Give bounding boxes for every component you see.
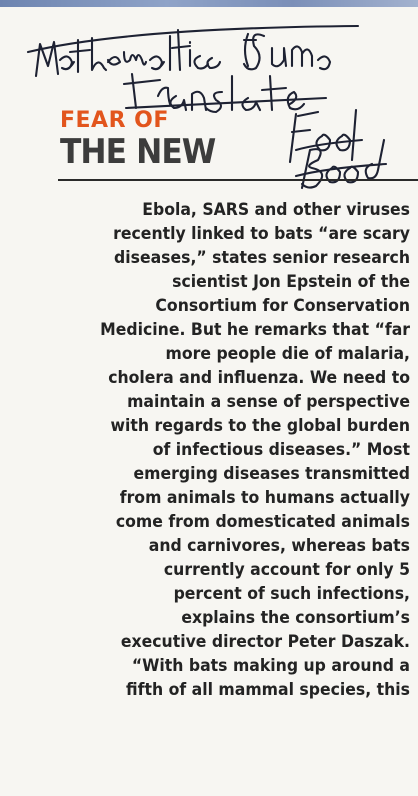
article-kicker: FEAR OF [60, 108, 169, 133]
top-edge-strip [0, 0, 418, 7]
body-line: scientist Jon Epstein of the [172, 272, 410, 291]
headline-rule [58, 179, 418, 181]
body-line: with regards to the global burden [110, 416, 410, 435]
body-line: cholera and influenza. We need to [108, 368, 410, 387]
body-line: emerging diseases transmitted [133, 464, 410, 483]
body-line: currently account for only 5 [163, 560, 410, 579]
handwritten-line-1 [28, 26, 358, 76]
body-line: “With bats making up around a [131, 656, 410, 675]
body-line: executive director Peter Daszak. [120, 632, 410, 651]
body-line: and carnivores, whereas bats [148, 536, 410, 555]
body-line: fifth of all mammal species, this [126, 680, 410, 699]
handwritten-margin-note [290, 110, 386, 188]
body-line: Medicine. But he remarks that “far [100, 320, 410, 339]
handwritten-line-2 [124, 74, 326, 112]
body-line: from animals to humans actually [119, 488, 410, 507]
body-line: of infectious diseases.” Most [152, 440, 410, 459]
body-line: recently linked to bats “are scary [113, 224, 410, 243]
body-line: explains the consortium’s [181, 608, 410, 627]
body-line: percent of such infections, [173, 584, 410, 603]
body-line: Ebola, SARS and other viruses [142, 200, 410, 219]
article-headline: THE NEW [60, 132, 216, 172]
body-line: maintain a sense of perspective [127, 392, 410, 411]
article-body [56, 198, 410, 702]
body-line: more people die of malaria, [165, 344, 410, 363]
body-line: come from domesticated animals [115, 512, 410, 531]
body-line: Consortium for Conservation [155, 296, 410, 315]
body-line: diseases,” states senior research [114, 248, 411, 267]
